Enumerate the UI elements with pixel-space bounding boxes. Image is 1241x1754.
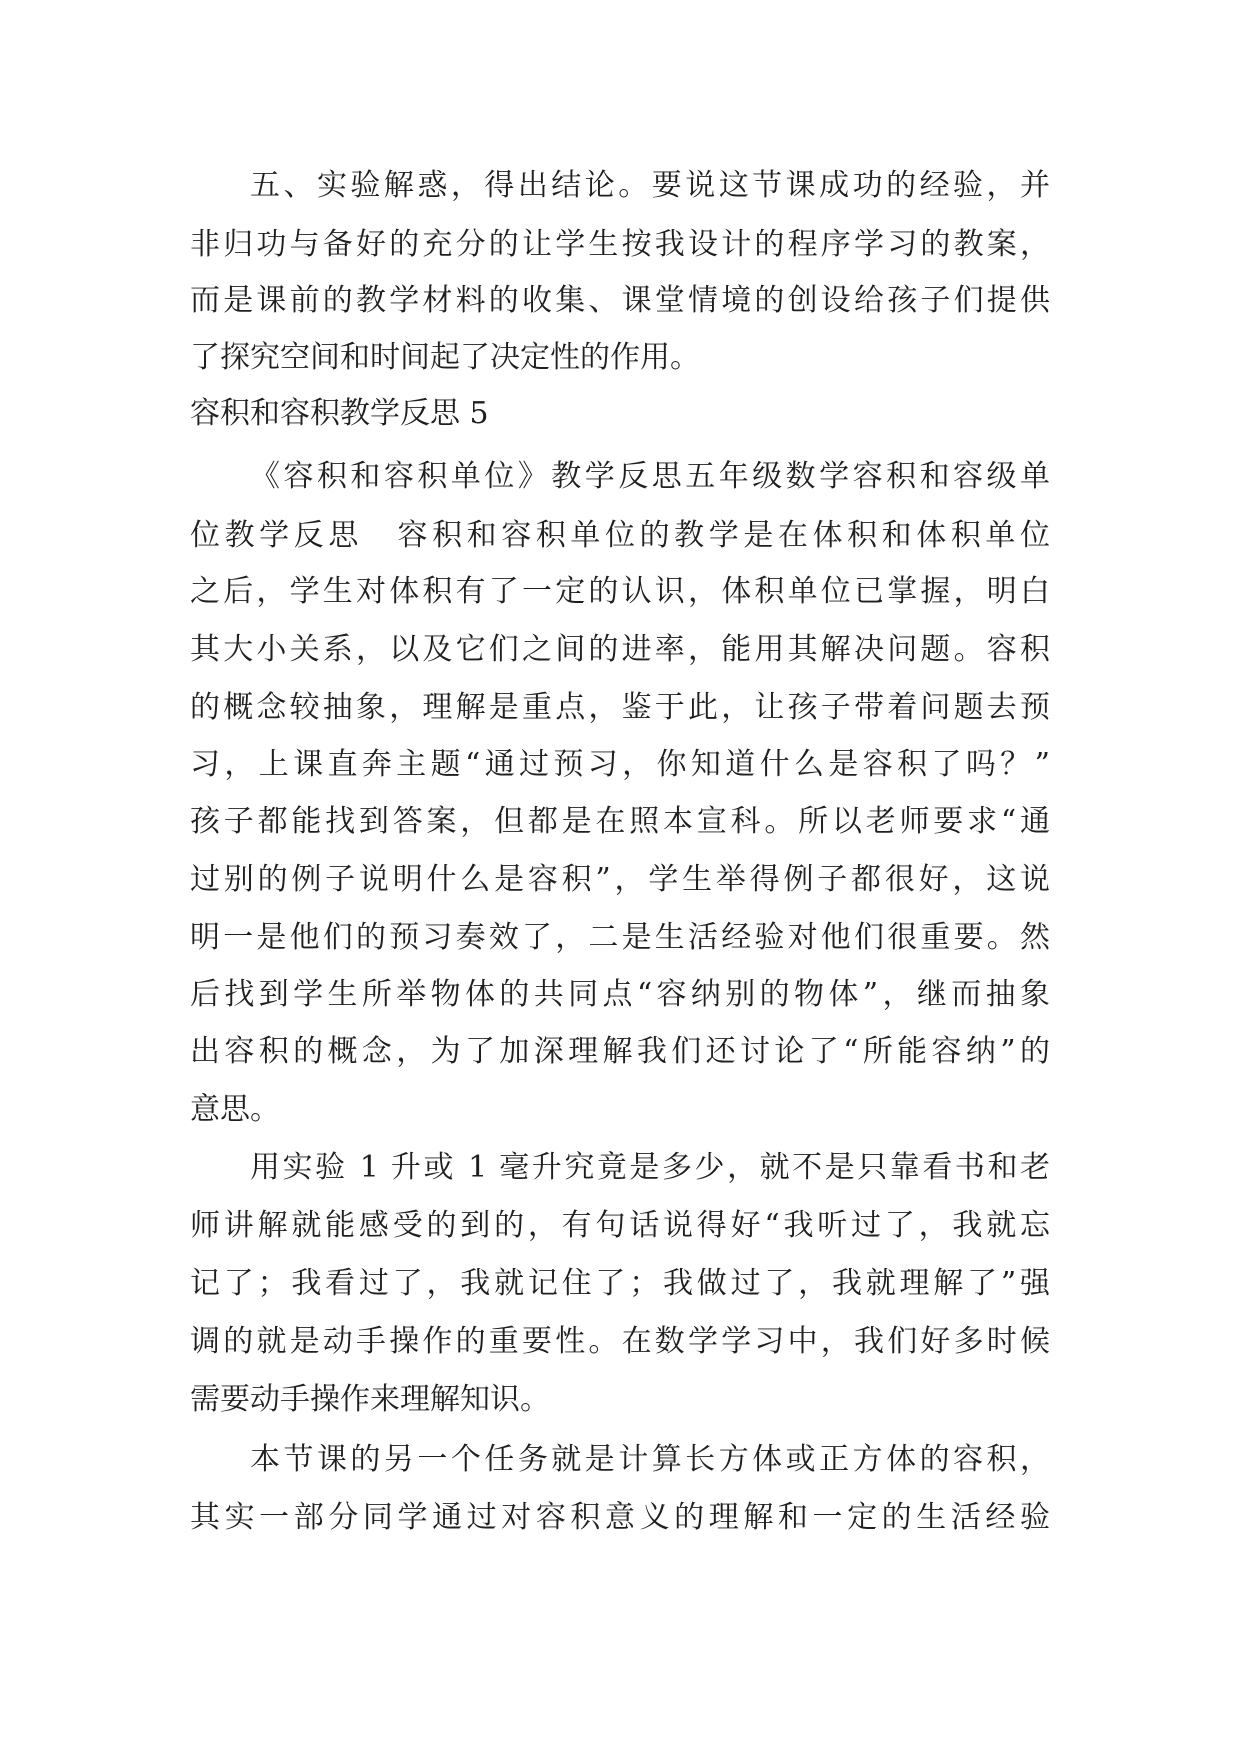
text-line: 习，上课直奔主题“通过预习，你知道什么是容积了吗？” (190, 747, 1050, 782)
text-line: 师讲解就能感受的到的，有句话说得好“我听过了，我就忘 (190, 1208, 1050, 1243)
text-line: 了探究空间和时间起了决定性的作用。 (190, 340, 700, 375)
text-line: 而是课前的教学材料的收集、课堂情境的创设给孩子们提供 (190, 283, 1050, 318)
text-line: 其实一部分同学通过对容积意义的理解和一定的生活经验 (190, 1500, 1050, 1535)
text-line: 其大小关系，以及它们之间的进率，能用其解决问题。容积 (190, 632, 1050, 667)
text-line: 出容积的概念，为了加深理解我们还讨论了“所能容纳”的 (190, 1034, 1050, 1069)
text-line: 意思。 (190, 1092, 280, 1127)
text-line: 需要动手操作来理解知识。 (190, 1382, 550, 1417)
text-line: 的概念较抽象，理解是重点，鉴于此，让孩子带着问题去预 (190, 690, 1050, 725)
text-line: 《容积和容积单位》教学反思五年级数学容积和容级单 (250, 459, 1050, 494)
text-line: 本节课的另一个任务就是计算长方体或正方体的容积， (250, 1442, 1050, 1477)
text-line: 非归功与备好的充分的让学生按我设计的程序学习的教案， (190, 227, 1050, 262)
text-line: 之后，学生对体积有了一定的认识，体积单位已掌握，明白 (190, 574, 1050, 609)
text-line: 位教学反思 容积和容积单位的教学是在体积和体积单位 (190, 518, 1050, 553)
text-line: 过别的例子说明什么是容积”，学生举得例子都很好，这说 (190, 862, 1050, 897)
text-line: 孩子都能找到答案，但都是在照本宣科。所以老师要求“通 (190, 804, 1050, 839)
text-line: 记了；我看过了，我就记住了；我做过了，我就理解了”强 (190, 1266, 1050, 1301)
section-heading: 容积和容积教学反思 5 (190, 396, 489, 431)
text-line: 五、实验解惑，得出结论。要说这节课成功的经验，并 (250, 168, 1050, 203)
text-line: 用实验 1 升或 1 毫升究竟是多少，就不是只靠看书和老 (250, 1150, 1050, 1185)
text-line: 调的就是动手操作的重要性。在数学学习中，我们好多时候 (190, 1324, 1050, 1359)
text-line: 后找到学生所举物体的共同点“容纳别的物体”，继而抽象 (190, 977, 1050, 1012)
text-line: 明一是他们的预习奏效了，二是生活经验对他们很重要。然 (190, 920, 1050, 955)
